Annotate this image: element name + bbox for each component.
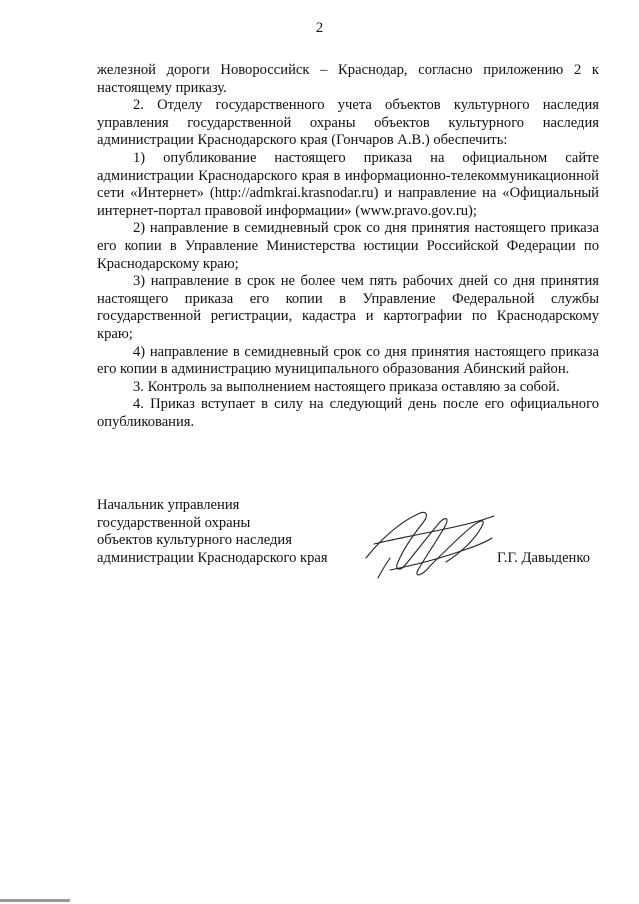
paragraph-item-2: 2. Отделу государственного учета объектов культурного наследия управления государственной охраны объектов культурного наследия администрации Краснодарского края (Гончаров А.В.) обеспечить: <box>97 97 599 149</box>
signatory-title-line: администрации Краснодарского края <box>97 549 328 566</box>
paragraph-item-3: 3. Контроль за выполнением настоящего приказа оставляю за собой. <box>133 378 560 395</box>
paragraph-subitem-1: 1) опубликование настоящего приказа на официальном сайте администрации Краснодарского края в информационно-телекоммуникационной сети «Интернет» (http://admkrai.krasnodar.ru) и направление на «Официальный интернет-портал правовой информации» (www.pravo.gov.ru); <box>97 149 599 219</box>
signatory-title-line: Начальник управления <box>97 497 240 513</box>
document-body <box>97 62 599 431</box>
scan-edge-mark <box>0 899 70 902</box>
signatory-title <box>97 497 328 567</box>
paragraph-item-4: 4. Приказ вступает в силу на следующий день после его официального опубликования. <box>97 396 599 430</box>
signatory-title-line: объектов культурного наследия <box>97 532 292 549</box>
paragraph-subitem-2: 2) направление в семидневный срок со дня принятия настоящего приказа его копии в Управление Министерства юстиции Российской Федерации по Краснодарскому краю; <box>97 220 599 272</box>
paragraph-subitem-4: 4) направление в семидневный срок со дня принятия настоящего приказа его копии в администрацию муниципального образования Абинский район. <box>97 343 599 378</box>
paragraph-continuation: железной дороги Новороссийск – Краснодар, согласно приложению 2 к настоящему приказу. <box>97 62 599 96</box>
page-number: 2 <box>315 20 324 36</box>
handwritten-signature-icon <box>360 500 500 585</box>
signatory-title-line: государственной охраны <box>97 514 251 531</box>
signatory-name: Г.Г. Давыденко <box>497 550 591 566</box>
paragraph-subitem-3: 3) направление в срок не более чем пять рабочих дней со дня принятия настоящего приказа его копии в Управление Федеральной службы государственной регистрации, кадастра и картографии по Краснодарскому краю; <box>97 273 599 342</box>
